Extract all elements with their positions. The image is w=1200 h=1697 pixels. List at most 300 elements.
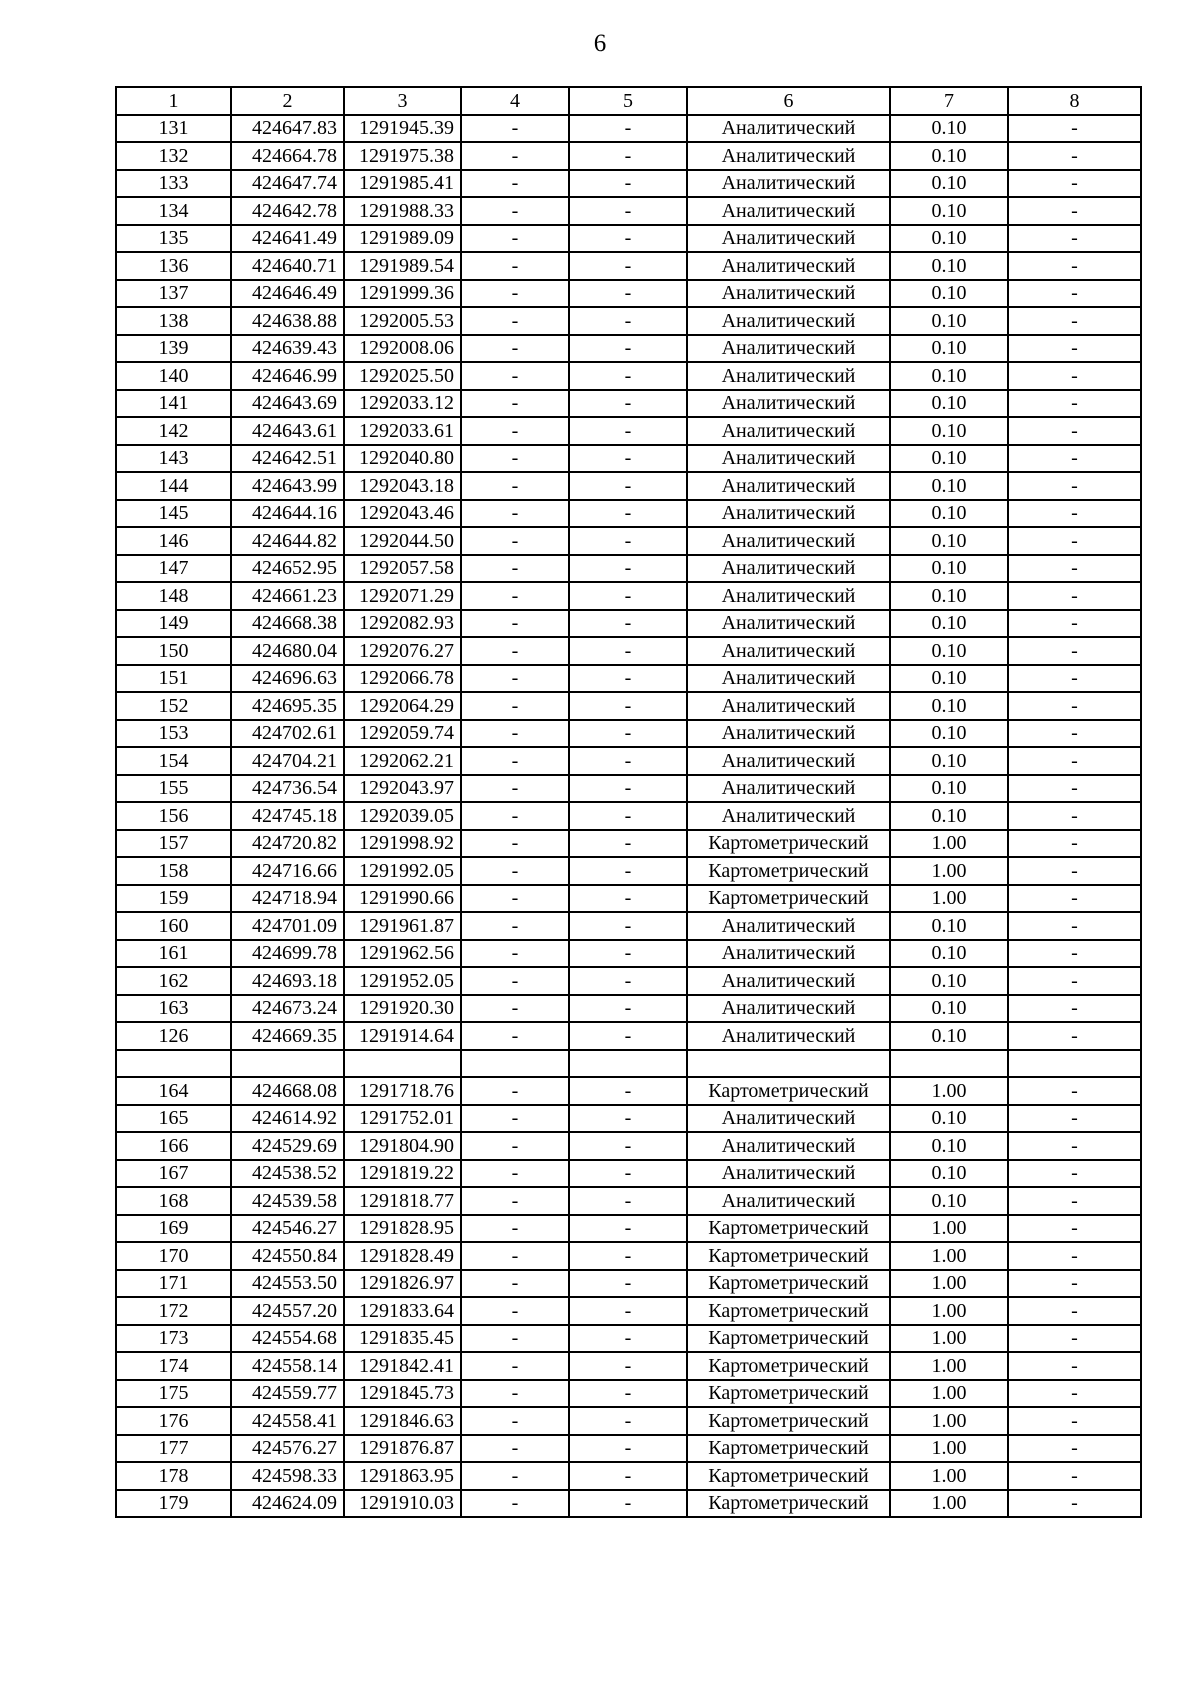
point-number-cell: 179 — [116, 1490, 231, 1518]
col8-cell: - — [1008, 665, 1141, 693]
point-number-cell: 139 — [116, 335, 231, 363]
col4-cell: - — [461, 1215, 569, 1243]
col5-cell: - — [569, 1105, 687, 1133]
method-cell: Аналитический — [687, 280, 890, 308]
col5-cell: - — [569, 307, 687, 335]
x-coordinate-cell: 424538.52 — [231, 1160, 344, 1188]
point-number-cell: 146 — [116, 527, 231, 555]
method-cell: Картометрический — [687, 1297, 890, 1325]
col8-cell: - — [1008, 967, 1141, 995]
method-cell: Картометрический — [687, 1462, 890, 1490]
table-row — [116, 555, 1141, 583]
accuracy-cell: 0.10 — [890, 225, 1008, 253]
y-coordinate-cell: 1291846.63 — [344, 1407, 461, 1435]
x-coordinate-cell: 424641.49 — [231, 225, 344, 253]
col5-cell: - — [569, 940, 687, 968]
point-number-cell: 137 — [116, 280, 231, 308]
accuracy-cell: 0.10 — [890, 555, 1008, 583]
header-cell: 4 — [461, 87, 569, 115]
y-coordinate-cell: 1291863.95 — [344, 1462, 461, 1490]
point-number-cell: 157 — [116, 830, 231, 858]
col5-cell: - — [569, 1297, 687, 1325]
x-coordinate-cell: 424702.61 — [231, 720, 344, 748]
accuracy-cell: 0.10 — [890, 775, 1008, 803]
col5-cell: - — [569, 1325, 687, 1353]
accuracy-cell: 0.10 — [890, 1187, 1008, 1215]
col8-cell — [1008, 1050, 1141, 1078]
point-number-cell: 148 — [116, 582, 231, 610]
point-number-cell: 156 — [116, 802, 231, 830]
point-number-cell: 152 — [116, 692, 231, 720]
table-row — [116, 280, 1141, 308]
accuracy-cell: 0.10 — [890, 1022, 1008, 1050]
point-number-cell: 155 — [116, 775, 231, 803]
method-cell: Аналитический — [687, 472, 890, 500]
y-coordinate-cell: 1291998.92 — [344, 830, 461, 858]
header-cell: 8 — [1008, 87, 1141, 115]
accuracy-cell: 0.10 — [890, 527, 1008, 555]
method-cell: Аналитический — [687, 170, 890, 198]
col8-cell: - — [1008, 445, 1141, 473]
x-coordinate-cell: 424643.61 — [231, 417, 344, 445]
y-coordinate-cell: 1291920.30 — [344, 995, 461, 1023]
x-coordinate-cell: 424716.66 — [231, 857, 344, 885]
accuracy-cell: 0.10 — [890, 692, 1008, 720]
accuracy-cell: 0.10 — [890, 1132, 1008, 1160]
col4-cell: - — [461, 1077, 569, 1105]
accuracy-cell: 0.10 — [890, 802, 1008, 830]
col5-cell: - — [569, 692, 687, 720]
table-row — [116, 610, 1141, 638]
method-cell: Картометрический — [687, 1270, 890, 1298]
y-coordinate-cell: 1291845.73 — [344, 1380, 461, 1408]
col5-cell: - — [569, 637, 687, 665]
y-coordinate-cell: 1292040.80 — [344, 445, 461, 473]
method-cell: Аналитический — [687, 720, 890, 748]
col8-cell: - — [1008, 1187, 1141, 1215]
col5-cell: - — [569, 417, 687, 445]
x-coordinate-cell: 424546.27 — [231, 1215, 344, 1243]
point-number-cell: 143 — [116, 445, 231, 473]
accuracy-cell: 0.10 — [890, 472, 1008, 500]
point-number-cell: 133 — [116, 170, 231, 198]
method-cell: Аналитический — [687, 665, 890, 693]
table-row — [116, 527, 1141, 555]
col4-cell: - — [461, 1325, 569, 1353]
col4-cell: - — [461, 500, 569, 528]
col8-cell: - — [1008, 1490, 1141, 1518]
point-number-cell: 141 — [116, 390, 231, 418]
x-coordinate-cell: 424644.16 — [231, 500, 344, 528]
col4-cell: - — [461, 1407, 569, 1435]
accuracy-cell: 1.00 — [890, 1435, 1008, 1463]
accuracy-cell: 0.10 — [890, 445, 1008, 473]
col8-cell: - — [1008, 885, 1141, 913]
col8-cell: - — [1008, 142, 1141, 170]
table-row — [116, 692, 1141, 720]
x-coordinate-cell: 424668.08 — [231, 1077, 344, 1105]
x-coordinate-cell: 424661.23 — [231, 582, 344, 610]
accuracy-cell: 1.00 — [890, 857, 1008, 885]
method-cell: Аналитический — [687, 802, 890, 830]
table-row — [116, 170, 1141, 198]
col5-cell: - — [569, 967, 687, 995]
y-coordinate-cell: 1292064.29 — [344, 692, 461, 720]
method-cell: Аналитический — [687, 1187, 890, 1215]
col4-cell: - — [461, 610, 569, 638]
accuracy-cell: 0.10 — [890, 582, 1008, 610]
col4-cell: - — [461, 1022, 569, 1050]
table-row — [116, 720, 1141, 748]
col8-cell: - — [1008, 335, 1141, 363]
method-cell: Аналитический — [687, 362, 890, 390]
col4-cell: - — [461, 967, 569, 995]
col4-cell: - — [461, 445, 569, 473]
accuracy-cell: 1.00 — [890, 1270, 1008, 1298]
y-coordinate-cell: 1292044.50 — [344, 527, 461, 555]
x-coordinate-cell: 424644.82 — [231, 527, 344, 555]
table-row — [116, 967, 1141, 995]
col4-cell — [461, 1050, 569, 1078]
col8-cell: - — [1008, 692, 1141, 720]
col5-cell: - — [569, 1380, 687, 1408]
table-row — [116, 500, 1141, 528]
col4-cell: - — [461, 582, 569, 610]
table-header — [116, 87, 1141, 115]
table-row — [116, 225, 1141, 253]
coordinates-table — [115, 86, 1142, 1518]
col4-cell: - — [461, 1297, 569, 1325]
method-cell: Аналитический — [687, 967, 890, 995]
x-coordinate-cell: 424673.24 — [231, 995, 344, 1023]
table-row — [116, 665, 1141, 693]
x-coordinate-cell: 424638.88 — [231, 307, 344, 335]
table-row — [116, 1132, 1141, 1160]
col8-cell: - — [1008, 857, 1141, 885]
accuracy-cell: 0.10 — [890, 610, 1008, 638]
y-coordinate-cell: 1291833.64 — [344, 1297, 461, 1325]
col8-cell: - — [1008, 1160, 1141, 1188]
y-coordinate-cell: 1292071.29 — [344, 582, 461, 610]
point-number-cell: 175 — [116, 1380, 231, 1408]
col8-cell: - — [1008, 802, 1141, 830]
col4-cell: - — [461, 885, 569, 913]
method-cell: Аналитический — [687, 912, 890, 940]
col5-cell: - — [569, 252, 687, 280]
method-cell: Аналитический — [687, 1132, 890, 1160]
col4-cell: - — [461, 912, 569, 940]
table-row — [116, 390, 1141, 418]
col4-cell: - — [461, 802, 569, 830]
col5-cell: - — [569, 1132, 687, 1160]
table-row — [116, 1022, 1141, 1050]
table-row — [116, 445, 1141, 473]
accuracy-cell: 0.10 — [890, 912, 1008, 940]
method-cell: Аналитический — [687, 610, 890, 638]
col8-cell: - — [1008, 1132, 1141, 1160]
method-cell: Аналитический — [687, 1105, 890, 1133]
col8-cell: - — [1008, 995, 1141, 1023]
col4-cell: - — [461, 857, 569, 885]
col4-cell: - — [461, 1160, 569, 1188]
table-row — [116, 1270, 1141, 1298]
accuracy-cell: 0.10 — [890, 747, 1008, 775]
col4-cell: - — [461, 142, 569, 170]
point-number-cell: 163 — [116, 995, 231, 1023]
y-coordinate-cell: 1292033.12 — [344, 390, 461, 418]
point-number-cell: 131 — [116, 115, 231, 143]
y-coordinate-cell: 1292057.58 — [344, 555, 461, 583]
y-coordinate-cell: 1291988.33 — [344, 197, 461, 225]
col8-cell: - — [1008, 1380, 1141, 1408]
y-coordinate-cell: 1291945.39 — [344, 115, 461, 143]
y-coordinate-cell: 1292008.06 — [344, 335, 461, 363]
col5-cell: - — [569, 1462, 687, 1490]
col8-cell: - — [1008, 225, 1141, 253]
point-number-cell: 134 — [116, 197, 231, 225]
point-number-cell: 172 — [116, 1297, 231, 1325]
table-row — [116, 830, 1141, 858]
col8-cell: - — [1008, 362, 1141, 390]
col5-cell: - — [569, 1187, 687, 1215]
point-number-cell: 135 — [116, 225, 231, 253]
y-coordinate-cell: 1292066.78 — [344, 665, 461, 693]
y-coordinate-cell: 1291826.97 — [344, 1270, 461, 1298]
col8-cell: - — [1008, 280, 1141, 308]
y-coordinate-cell: 1292082.93 — [344, 610, 461, 638]
x-coordinate-cell: 424680.04 — [231, 637, 344, 665]
x-coordinate-cell: 424642.51 — [231, 445, 344, 473]
point-number-cell: 177 — [116, 1435, 231, 1463]
x-coordinate-cell: 424557.20 — [231, 1297, 344, 1325]
x-coordinate-cell: 424554.68 — [231, 1325, 344, 1353]
col8-cell: - — [1008, 1407, 1141, 1435]
accuracy-cell: 1.00 — [890, 830, 1008, 858]
col4-cell: - — [461, 417, 569, 445]
point-number-cell: 149 — [116, 610, 231, 638]
point-number-cell: 147 — [116, 555, 231, 583]
x-coordinate-cell: 424647.74 — [231, 170, 344, 198]
table-row — [116, 472, 1141, 500]
y-coordinate-cell: 1292043.46 — [344, 500, 461, 528]
accuracy-cell: 1.00 — [890, 1407, 1008, 1435]
point-number-cell: 164 — [116, 1077, 231, 1105]
col4-cell: - — [461, 1490, 569, 1518]
col5-cell: - — [569, 115, 687, 143]
col4-cell: - — [461, 775, 569, 803]
y-coordinate-cell: 1292043.97 — [344, 775, 461, 803]
x-coordinate-cell: 424614.92 — [231, 1105, 344, 1133]
method-cell: Аналитический — [687, 500, 890, 528]
x-coordinate-cell: 424539.58 — [231, 1187, 344, 1215]
col8-cell: - — [1008, 1022, 1141, 1050]
table-row — [116, 362, 1141, 390]
col5-cell: - — [569, 1022, 687, 1050]
y-coordinate-cell: 1291828.95 — [344, 1215, 461, 1243]
col8-cell: - — [1008, 637, 1141, 665]
x-coordinate-cell: 424643.99 — [231, 472, 344, 500]
x-coordinate-cell: 424624.09 — [231, 1490, 344, 1518]
method-cell: Картометрический — [687, 1325, 890, 1353]
point-number-cell: 136 — [116, 252, 231, 280]
col4-cell: - — [461, 1435, 569, 1463]
col5-cell: - — [569, 1352, 687, 1380]
point-number-cell: 171 — [116, 1270, 231, 1298]
table-row — [116, 1462, 1141, 1490]
x-coordinate-cell: 424646.99 — [231, 362, 344, 390]
col5-cell: - — [569, 665, 687, 693]
table-row — [116, 885, 1141, 913]
y-coordinate-cell: 1291989.54 — [344, 252, 461, 280]
col5-cell: - — [569, 142, 687, 170]
table-row — [116, 995, 1141, 1023]
method-cell: Аналитический — [687, 1022, 890, 1050]
table-row — [116, 1490, 1141, 1518]
header-cell: 3 — [344, 87, 461, 115]
method-cell: Аналитический — [687, 225, 890, 253]
point-number-cell: 176 — [116, 1407, 231, 1435]
method-cell: Аналитический — [687, 940, 890, 968]
x-coordinate-cell: 424558.14 — [231, 1352, 344, 1380]
col5-cell: - — [569, 1270, 687, 1298]
y-coordinate-cell: 1291999.36 — [344, 280, 461, 308]
col5-cell: - — [569, 225, 687, 253]
y-coordinate-cell: 1291752.01 — [344, 1105, 461, 1133]
y-coordinate-cell: 1291876.87 — [344, 1435, 461, 1463]
point-number-cell: 166 — [116, 1132, 231, 1160]
accuracy-cell: 1.00 — [890, 885, 1008, 913]
accuracy-cell: 1.00 — [890, 1380, 1008, 1408]
col8-cell: - — [1008, 555, 1141, 583]
col5-cell: - — [569, 582, 687, 610]
point-number-cell: 154 — [116, 747, 231, 775]
table-row — [116, 1380, 1141, 1408]
y-coordinate-cell: 1291914.64 — [344, 1022, 461, 1050]
x-coordinate-cell: 424701.09 — [231, 912, 344, 940]
method-cell: Аналитический — [687, 445, 890, 473]
col8-cell: - — [1008, 582, 1141, 610]
col4-cell: - — [461, 940, 569, 968]
x-coordinate-cell — [231, 1050, 344, 1078]
table-row — [116, 857, 1141, 885]
table-row — [116, 747, 1141, 775]
y-coordinate-cell: 1291835.45 — [344, 1325, 461, 1353]
method-cell: Картометрический — [687, 1352, 890, 1380]
x-coordinate-cell: 424736.54 — [231, 775, 344, 803]
y-coordinate-cell: 1291990.66 — [344, 885, 461, 913]
point-number-cell: 168 — [116, 1187, 231, 1215]
x-coordinate-cell: 424576.27 — [231, 1435, 344, 1463]
table-row — [116, 637, 1141, 665]
col4-cell: - — [461, 197, 569, 225]
col4-cell: - — [461, 995, 569, 1023]
col8-cell: - — [1008, 1270, 1141, 1298]
table-row — [116, 1435, 1141, 1463]
y-coordinate-cell: 1291804.90 — [344, 1132, 461, 1160]
col4-cell: - — [461, 1462, 569, 1490]
y-coordinate-cell: 1292062.21 — [344, 747, 461, 775]
method-cell: Картометрический — [687, 1407, 890, 1435]
accuracy-cell: 0.10 — [890, 1160, 1008, 1188]
col4-cell: - — [461, 472, 569, 500]
x-coordinate-cell: 424550.84 — [231, 1242, 344, 1270]
col4-cell: - — [461, 170, 569, 198]
x-coordinate-cell: 424704.21 — [231, 747, 344, 775]
point-number-cell: 167 — [116, 1160, 231, 1188]
method-cell: Аналитический — [687, 637, 890, 665]
col8-cell: - — [1008, 940, 1141, 968]
method-cell: Аналитический — [687, 390, 890, 418]
accuracy-cell: 1.00 — [890, 1297, 1008, 1325]
accuracy-cell: 1.00 — [890, 1352, 1008, 1380]
x-coordinate-cell: 424647.83 — [231, 115, 344, 143]
method-cell: Картометрический — [687, 1380, 890, 1408]
col5-cell: - — [569, 472, 687, 500]
y-coordinate-cell: 1291961.87 — [344, 912, 461, 940]
method-cell — [687, 1050, 890, 1078]
method-cell: Картометрический — [687, 1490, 890, 1518]
y-coordinate-cell: 1292033.61 — [344, 417, 461, 445]
point-number-cell: 170 — [116, 1242, 231, 1270]
col8-cell: - — [1008, 830, 1141, 858]
col4-cell: - — [461, 362, 569, 390]
col8-cell: - — [1008, 912, 1141, 940]
table-row — [116, 335, 1141, 363]
method-cell: Аналитический — [687, 335, 890, 363]
accuracy-cell: 0.10 — [890, 665, 1008, 693]
col4-cell: - — [461, 252, 569, 280]
header-row — [116, 87, 1141, 115]
col8-cell: - — [1008, 1435, 1141, 1463]
x-coordinate-cell: 424642.78 — [231, 197, 344, 225]
col4-cell: - — [461, 692, 569, 720]
y-coordinate-cell: 1291975.38 — [344, 142, 461, 170]
x-coordinate-cell: 424598.33 — [231, 1462, 344, 1490]
col4-cell: - — [461, 115, 569, 143]
col4-cell: - — [461, 1242, 569, 1270]
col8-cell: - — [1008, 417, 1141, 445]
point-number-cell: 162 — [116, 967, 231, 995]
method-cell: Аналитический — [687, 555, 890, 583]
method-cell: Аналитический — [687, 307, 890, 335]
y-coordinate-cell: 1292039.05 — [344, 802, 461, 830]
point-number-cell: 161 — [116, 940, 231, 968]
method-cell: Аналитический — [687, 252, 890, 280]
point-number-cell — [116, 1050, 231, 1078]
col4-cell: - — [461, 280, 569, 308]
point-number-cell: 150 — [116, 637, 231, 665]
col4-cell: - — [461, 527, 569, 555]
col4-cell: - — [461, 1105, 569, 1133]
table-row — [116, 197, 1141, 225]
x-coordinate-cell: 424646.49 — [231, 280, 344, 308]
table-row — [116, 115, 1141, 143]
x-coordinate-cell: 424639.43 — [231, 335, 344, 363]
x-coordinate-cell: 424529.69 — [231, 1132, 344, 1160]
y-coordinate-cell: 1292059.74 — [344, 720, 461, 748]
x-coordinate-cell: 424640.71 — [231, 252, 344, 280]
col4-cell: - — [461, 665, 569, 693]
method-cell: Картометрический — [687, 1077, 890, 1105]
point-number-cell: 153 — [116, 720, 231, 748]
table-row — [116, 1297, 1141, 1325]
col4-cell: - — [461, 1352, 569, 1380]
x-coordinate-cell: 424668.38 — [231, 610, 344, 638]
accuracy-cell: 0.10 — [890, 170, 1008, 198]
table-body — [116, 115, 1141, 1518]
x-coordinate-cell: 424652.95 — [231, 555, 344, 583]
point-number-cell: 126 — [116, 1022, 231, 1050]
